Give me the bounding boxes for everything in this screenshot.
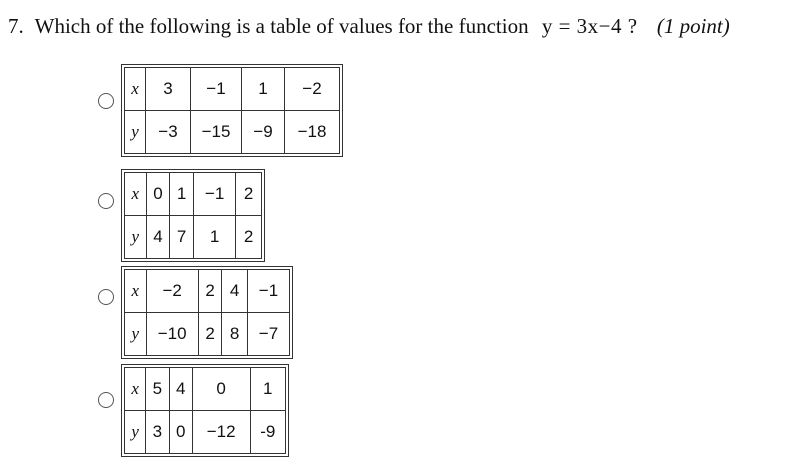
x-value: −2: [285, 68, 340, 111]
option-d-radio[interactable]: [98, 392, 114, 408]
question-equation: y = 3x−4 ?: [541, 14, 638, 38]
option-b-table: [124, 172, 262, 259]
y-value: 0: [169, 411, 192, 454]
y-value: −10: [146, 313, 198, 356]
y-label: y: [125, 216, 147, 259]
y-value: 1: [194, 216, 236, 259]
y-value: −9: [242, 111, 285, 154]
option-c-radio[interactable]: [98, 289, 114, 305]
x-value: 1: [170, 173, 194, 216]
y-label: y: [125, 411, 146, 454]
y-value: 4: [146, 216, 170, 259]
y-value: −15: [191, 111, 242, 154]
x-value: 4: [169, 368, 192, 411]
y-value: 7: [170, 216, 194, 259]
x-label: x: [125, 173, 147, 216]
question-number: 7.: [8, 14, 24, 38]
x-label: x: [125, 270, 147, 313]
x-value: −1: [247, 270, 289, 313]
y-value: −3: [146, 111, 191, 154]
x-value: 1: [250, 368, 285, 411]
y-value: −7: [247, 313, 289, 356]
x-value: −2: [146, 270, 198, 313]
option-a-table: [124, 67, 340, 154]
y-value: 2: [236, 216, 262, 259]
question-prompt: Which of the following is a table of values for the function: [34, 14, 529, 38]
x-value: 3: [146, 68, 191, 111]
y-value: −12: [192, 411, 250, 454]
y-value: -9: [250, 411, 285, 454]
x-value: 0: [146, 173, 170, 216]
option-c-table: [124, 269, 290, 356]
question-points: (1 point): [656, 14, 730, 38]
x-value: −1: [191, 68, 242, 111]
x-label: x: [125, 368, 146, 411]
question-text: [8, 14, 730, 39]
option-d-table: [124, 367, 286, 454]
option-b-radio[interactable]: [98, 193, 114, 209]
x-value: 1: [242, 68, 285, 111]
x-value: −1: [194, 173, 236, 216]
x-value: 2: [198, 270, 222, 313]
option-a-radio[interactable]: [98, 93, 114, 109]
y-label: y: [125, 111, 146, 154]
x-value: 5: [146, 368, 169, 411]
x-value: 0: [192, 368, 250, 411]
y-value: −18: [285, 111, 340, 154]
y-value: 2: [198, 313, 222, 356]
x-value: 2: [236, 173, 262, 216]
x-value: 4: [222, 270, 248, 313]
y-value: 8: [222, 313, 248, 356]
y-value: 3: [146, 411, 169, 454]
x-label: x: [125, 68, 146, 111]
y-label: y: [125, 313, 147, 356]
